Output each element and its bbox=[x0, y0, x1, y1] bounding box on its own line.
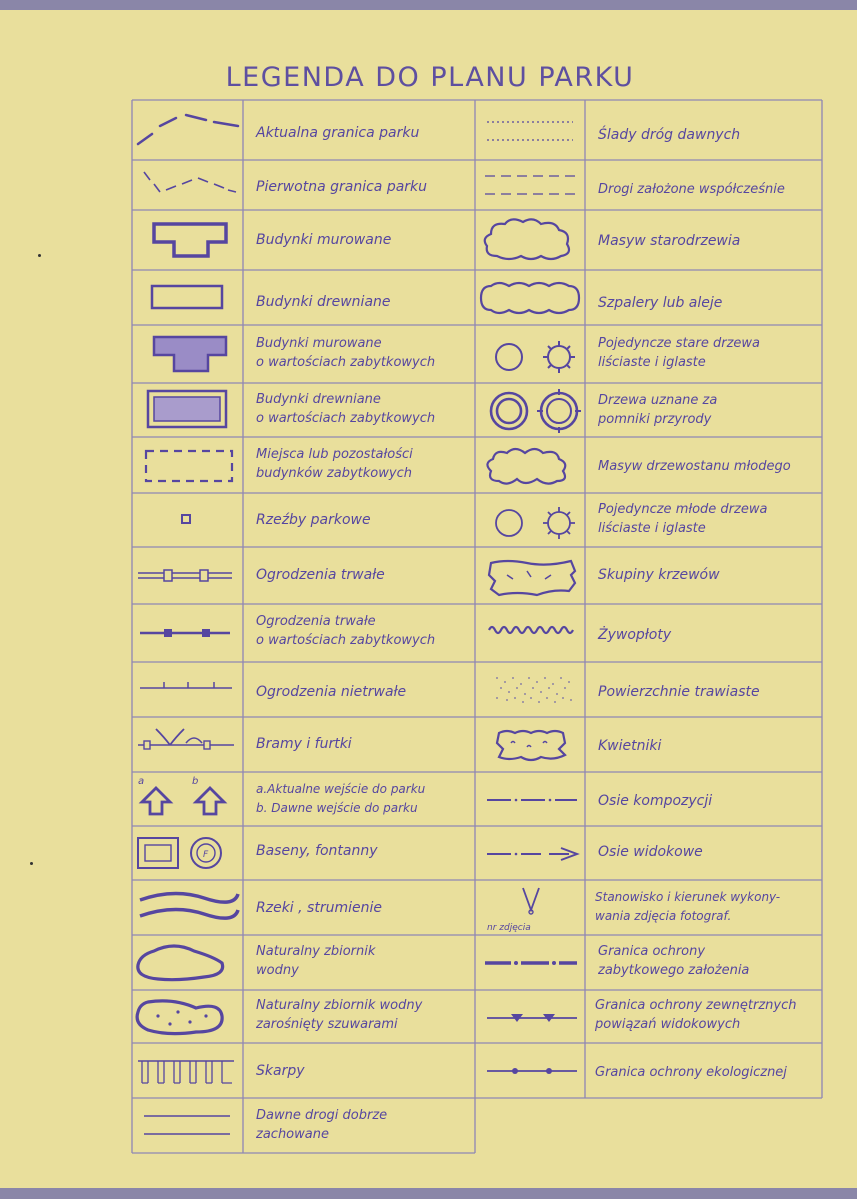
hedges-icon bbox=[477, 606, 583, 660]
label-permanent-fences: Ogrodzenia trwałe bbox=[256, 567, 385, 583]
label-grass-areas: Powierzchnie trawiaste bbox=[598, 684, 760, 700]
label-wooden-buildings: Budynki drewniane bbox=[256, 294, 391, 310]
label-nature-monument-trees: Drzewa uznane za pomniki przyrody bbox=[598, 393, 718, 427]
rivers-streams-icon bbox=[134, 882, 242, 934]
label-old-road-traces: Ślady dróg dawnych bbox=[598, 127, 741, 143]
heritage-protection-boundary-icon bbox=[477, 937, 583, 989]
label-park-entrances: a.Aktualne wejście do parku b. Dawne wejście do parku bbox=[256, 782, 426, 815]
entrance-mark-b: b bbox=[192, 776, 199, 787]
old-road-traces-icon bbox=[477, 102, 583, 158]
permanent-fence-icon bbox=[134, 549, 242, 603]
bottom-edge-band bbox=[0, 1188, 857, 1199]
entrance-mark-a: a bbox=[138, 776, 145, 787]
overgrown-pond-icon bbox=[134, 992, 242, 1042]
young-tree-stand-icon bbox=[477, 439, 583, 491]
paper-speck bbox=[38, 254, 41, 257]
label-historic-wooden-buildings: Budynki drewniane o wartościach zabytkowych bbox=[256, 392, 436, 426]
gates-icon bbox=[134, 719, 242, 771]
label-rivers-streams: Rzeki , strumienie bbox=[256, 900, 382, 916]
label-historic-permanent-fences: Ogrodzenia trwałe o wartościach zabytkowych bbox=[256, 614, 436, 648]
label-overgrown-pond: Naturalny zbiornik wodny zarośnięty szuwarami bbox=[256, 998, 423, 1032]
photo-position-icon bbox=[477, 882, 583, 934]
old-tree-stand-icon bbox=[477, 212, 583, 268]
label-natural-pond: Naturalny zbiornik wodny bbox=[256, 944, 376, 978]
ecological-protection-boundary-icon bbox=[477, 1045, 583, 1097]
old-roads-preserved-icon bbox=[134, 1100, 242, 1152]
escarpments-icon bbox=[134, 1045, 242, 1097]
label-single-old-trees: Pojedyncze stare drzewa liściaste i iglaste bbox=[598, 336, 761, 370]
tree-rows-avenues-icon bbox=[477, 272, 583, 324]
label-pools-fountains: Baseny, fontanny bbox=[256, 843, 378, 859]
historic-permanent-fence-icon bbox=[134, 606, 242, 660]
label-heritage-protection-boundary: Granica ochrony zabytkowego założenia bbox=[598, 944, 750, 978]
label-masonry-buildings: Budynki murowane bbox=[256, 232, 392, 248]
label-view-axes: Osie widokowe bbox=[598, 844, 703, 860]
original-park-boundary-icon bbox=[134, 162, 242, 208]
label-composition-axes: Osie kompozycji bbox=[598, 793, 713, 809]
label-shrub-groups: Skupiny krzewów bbox=[598, 567, 720, 583]
modern-roads-icon bbox=[477, 162, 583, 208]
grass-areas-icon bbox=[477, 664, 583, 716]
label-original-park-boundary: Pierwotna granica parku bbox=[256, 179, 428, 195]
label-photo-position: Stanowisko i kierunek wykony- wania zdjęcia fotograf. bbox=[595, 890, 781, 923]
label-view-protection-boundary: Granica ochrony zewnętrznych powiązań widokowych bbox=[595, 998, 797, 1032]
label-young-tree-stand: Masyw drzewostanu młodego bbox=[598, 459, 791, 474]
natural-pond-icon bbox=[134, 937, 242, 989]
nature-monument-trees-icon bbox=[477, 385, 583, 435]
label-modern-roads: Drogi założone współcześnie bbox=[598, 182, 785, 197]
label-current-park-boundary: Aktualna granica parku bbox=[256, 125, 420, 141]
page-title: LEGENDA DO PLANU PARKU bbox=[225, 62, 635, 93]
view-protection-boundary-icon bbox=[477, 992, 583, 1042]
label-old-tree-stand: Masyw starodrzewia bbox=[598, 233, 741, 249]
historic-masonry-building-icon bbox=[134, 327, 242, 381]
flower-beds-icon bbox=[477, 719, 583, 771]
label-ecological-protection-boundary: Granica ochrony ekologicznej bbox=[595, 1065, 787, 1080]
composition-axes-icon bbox=[477, 774, 583, 824]
pools-fountains-icon bbox=[134, 828, 242, 878]
label-single-young-trees: Pojedyncze młode drzewa liściaste i iglaste bbox=[598, 502, 768, 536]
label-historic-building-remains: Miejsca lub pozostałości budynków zabytkowych bbox=[256, 447, 413, 481]
masonry-building-icon bbox=[134, 212, 242, 268]
fountain-mark: F bbox=[203, 850, 209, 860]
wooden-building-icon bbox=[134, 272, 242, 324]
label-historic-masonry-buildings: Budynki murowane o wartościach zabytkowych bbox=[256, 336, 436, 370]
historic-wooden-building-icon bbox=[134, 385, 242, 435]
label-gates: Bramy i furtki bbox=[256, 736, 352, 752]
park-entrance-arrows-icon bbox=[134, 774, 242, 824]
current-park-boundary-icon bbox=[134, 102, 242, 158]
shrub-groups-icon bbox=[477, 549, 583, 603]
label-flower-beds: Kwietniki bbox=[598, 738, 662, 754]
photo-number-mark: nr zdjęcia bbox=[487, 923, 531, 933]
park-sculpture-icon bbox=[134, 495, 242, 545]
historic-building-remains-icon bbox=[134, 439, 242, 491]
label-temporary-fences: Ogrodzenia nietrwałe bbox=[256, 684, 407, 700]
label-escarpments: Skarpy bbox=[256, 1063, 305, 1079]
label-hedges: Żywopłoty bbox=[598, 627, 672, 643]
paper-speck bbox=[30, 862, 33, 865]
single-young-trees-icon bbox=[477, 495, 583, 545]
temporary-fence-icon bbox=[134, 664, 242, 716]
label-tree-rows-avenues: Szpalery lub aleje bbox=[598, 295, 723, 311]
view-axes-icon bbox=[477, 828, 583, 878]
label-old-roads-preserved: Dawne drogi dobrze zachowane bbox=[256, 1108, 388, 1142]
label-park-sculptures: Rzeźby parkowe bbox=[256, 512, 371, 528]
single-old-trees-icon bbox=[477, 327, 583, 381]
